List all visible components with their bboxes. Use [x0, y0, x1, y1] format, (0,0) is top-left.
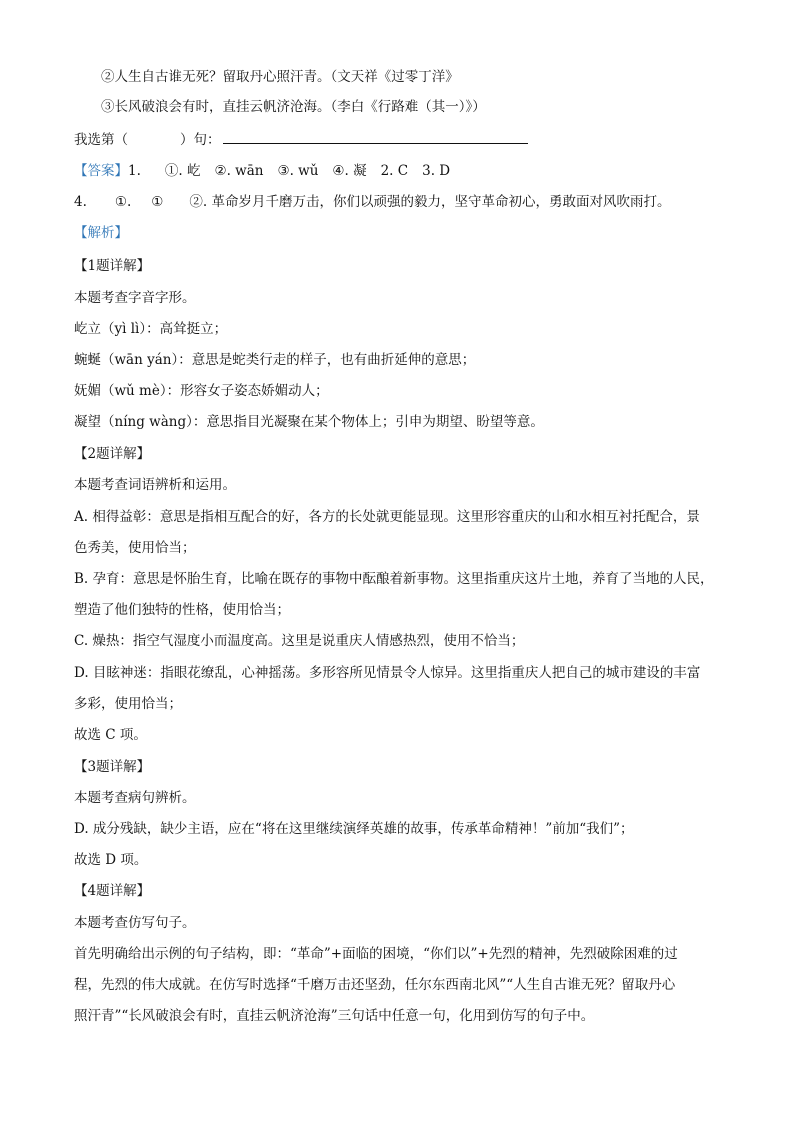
section-line: 本题考查字音字形。 — [74, 290, 196, 306]
answer-part: ①. 屹 — [164, 163, 201, 179]
section-line: 照汗青”“长风破浪会有时，直挂云帆济沧海”三句话中任意一句，化用到仿写的句子中。 — [74, 1008, 595, 1024]
answer-part: ②. wān — [214, 163, 264, 179]
section-heading: 【2题详解】 — [74, 446, 151, 462]
section-heading: 【1题详解】 — [74, 258, 151, 274]
poem-line-2: ②人生自古谁无死？留取丹心照汗青。（文天祥《过零丁洋》 — [101, 69, 459, 85]
answer-part: ①. — [114, 194, 132, 210]
section-heading: 【4题详解】 — [74, 883, 151, 899]
answer-part: 3. D — [422, 163, 451, 179]
answer-part: 2. C — [380, 163, 409, 179]
section-line: 屹立（yì lì）：高耸挺立； — [74, 321, 228, 337]
section-line: 故选 C 项。 — [74, 727, 147, 743]
section-line: C. 燥热：指空气湿度小而温度高。这里是说重庆人情感热烈，使用不恰当； — [74, 633, 525, 649]
section-line: 妩媚（wǔ mè）：形容女子姿态娇媚动人； — [74, 383, 329, 399]
answer-part: ②. 革命岁月千磨万击，你们以顽强的毅力，坚守革命初心，勇敢面对风吹雨打。 — [189, 194, 671, 210]
section-line: D. 成分残缺，缺少主语，应在“将在这里继续演绎英雄的故事，传承革命精神！”前加“我们”； — [74, 821, 634, 837]
answer-part: 1. — [128, 163, 141, 179]
section-line: 塑造了他们独特的性格，使用恰当； — [74, 602, 290, 618]
section-line: 本题考查仿写句子。 — [74, 915, 196, 931]
section-line: 色秀美，使用恰当； — [74, 540, 196, 556]
section-line: 凝望（níng wàng）：意思指目光凝聚在某个物体上；引申为期望、盼望等意。 — [74, 414, 544, 430]
choose-prompt-start: 我选第（ — [74, 132, 128, 148]
answer-line-1 — [74, 162, 733, 180]
choose-prompt — [74, 131, 733, 149]
section-line: D. 目眩神迷：指眼花缭乱，心神摇荡。多形容所见情景令人惊异。这里指重庆人把自己的城市建设的丰富 — [74, 665, 701, 681]
section-heading: 【3题详解】 — [74, 759, 151, 775]
answer-part: ① — [151, 194, 164, 210]
section-line: 首先明确给出示例的句子结构，即：“革命”+面临的困境，“你们以”+先烈的精神，先烈破除困难的过 — [74, 946, 678, 962]
answer-part: 4. — [74, 194, 87, 210]
section-line: 蜿蜒（wān yán）：意思是蛇类行走的样子，也有曲折延伸的意思； — [74, 352, 476, 368]
answer-part: ④. 凝 — [332, 163, 367, 179]
answer-line-2 — [74, 193, 733, 211]
answer-tag: 【答案】 — [74, 163, 128, 179]
section-line: 本题考查词语辨析和运用。 — [74, 477, 236, 493]
answer-blank-line[interactable] — [223, 131, 528, 144]
section-line: 多彩，使用恰当； — [74, 696, 182, 712]
section-line: 本题考查病句辨析。 — [74, 790, 196, 806]
analysis-tag: 【解析】 — [74, 225, 128, 241]
section-line: 故选 D 项。 — [74, 852, 148, 868]
answer-part: ③. wǔ — [277, 163, 319, 179]
section-line: 程，先烈的伟大成就。在仿写时选择“千磨万击还坚劲，任尔东西南北风”“人生自古谁无死？留取丹心 — [74, 977, 676, 993]
section-line: B. 孕育：意思是怀胎生育，比喻在既存的事物中酝酿着新事物。这里指重庆这片土地，养育了当地的人民， — [74, 571, 714, 587]
section-line: A. 相得益彰：意思是指相互配合的好，各方的长处就更能显现。这里形容重庆的山和水相互衬托配合，景 — [74, 509, 700, 525]
choose-prompt-end: ）句： — [180, 132, 221, 148]
poem-line-3: ③长风破浪会有时，直挂云帆济沧海。（李白《行路难（其一）》） — [101, 99, 486, 115]
